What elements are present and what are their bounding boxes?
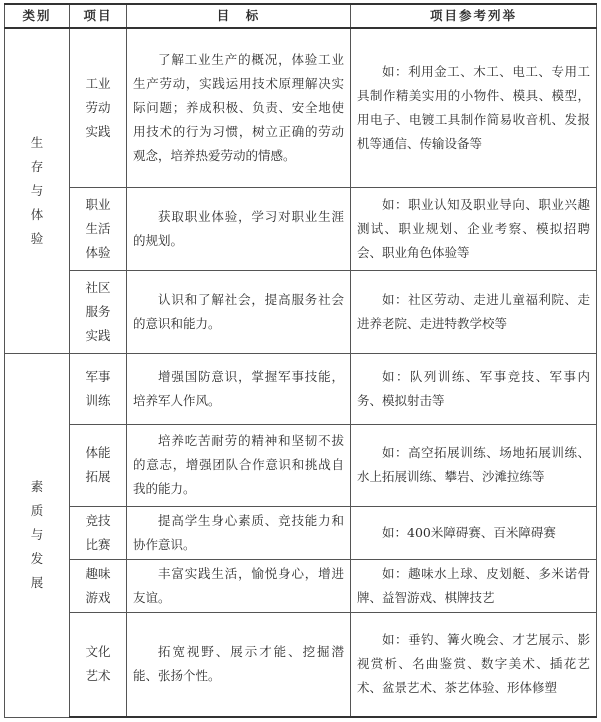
goal-cell: 丰富实践生活，愉悦身心，增进友谊。 [127,559,351,612]
examples-cell: 如：利用金工、木工、电工、专用工具制作精美实用的小物件、模具、模型，用电子、电镀工具制作简易收音机、发报机等通信、传输设备等 [351,28,597,187]
project-cell [70,424,127,506]
examples-cell: 如：队列训练、军事竞技、军事内务、模拟射击等 [351,353,597,424]
goal-cell: 认识和了解社会，提高服务社会的意识和能力。 [127,270,351,353]
project-label: 趣味游戏 [85,565,111,605]
project-cell [70,559,127,612]
project-cell [70,353,127,424]
goal-cell: 获取职业体验，学习对职业生涯的规划。 [127,187,351,270]
activity-plan-table [4,3,597,718]
table-row [5,506,597,559]
goal-cell: 提高学生身心素质、竞技能力和协作意识。 [127,506,351,559]
category-label: 生存与体验 [30,134,44,246]
category-cell-quality [5,353,70,717]
category-cell-survival [5,28,70,353]
table-row [5,424,597,506]
table-row [5,187,597,270]
table-header-row [5,4,597,28]
goal-cell: 培养吃苦耐劳的精神和坚韧不拔的意志，增强团队合作意识和挑战自我的能力。 [127,424,351,506]
project-label: 职业生活体验 [85,196,111,260]
category-label: 素质与发展 [30,479,44,590]
examples-cell: 如：高空拓展训练、场地拓展训练、水上拓展训练、攀岩、沙滩拉练等 [351,424,597,506]
project-label: 文化艺术 [85,644,111,684]
header-goal: 目 标 [127,4,351,28]
table-row [5,270,597,353]
header-examples: 项目参考列举 [351,4,597,28]
goal-cell: 拓宽视野、展示才能、挖掘潜能、张扬个性。 [127,612,351,717]
project-cell [70,187,127,270]
examples-cell: 如：社区劳动、走进儿童福利院、走进养老院、走进特教学校等 [351,270,597,353]
project-cell [70,506,127,559]
table-row [5,28,597,187]
project-label: 竞技比赛 [85,512,111,552]
project-label: 军事训练 [85,368,111,408]
header-project: 项目 [70,4,127,28]
project-cell [70,612,127,717]
project-label: 社区服务实践 [85,279,111,343]
examples-cell: 如：垂钓、篝火晚会、才艺展示、影视赏析、名曲鉴赏、数字美术、插花艺术、盆景艺术、茶艺体验、形体修塑 [351,612,597,717]
table-row [5,353,597,424]
goal-cell: 了解工业生产的概况，体验工业生产劳动，实践运用技术原理解决实际问题；养成积极、负责、安全地使用技术的行为习惯，树立正确的劳动观念，培养热爱劳动的情感。 [127,28,351,187]
project-cell [70,270,127,353]
project-label: 工业劳动实践 [85,75,111,139]
table-row [5,612,597,717]
examples-cell: 如：趣味水上球、皮划艇、多米诺骨牌、益智游戏、棋牌技艺 [351,559,597,612]
project-label: 体能拓展 [85,445,111,484]
project-cell [70,28,127,187]
examples-cell: 如：400米障碍赛、百米障碍赛 [351,506,597,559]
examples-cell: 如：职业认知及职业导向、职业兴趣测试、职业规划、企业考察、模拟招聘会、职业角色体验等 [351,187,597,270]
header-category: 类别 [5,4,70,28]
table-row [5,559,597,612]
goal-cell: 增强国防意识，掌握军事技能，培养军人作风。 [127,353,351,424]
